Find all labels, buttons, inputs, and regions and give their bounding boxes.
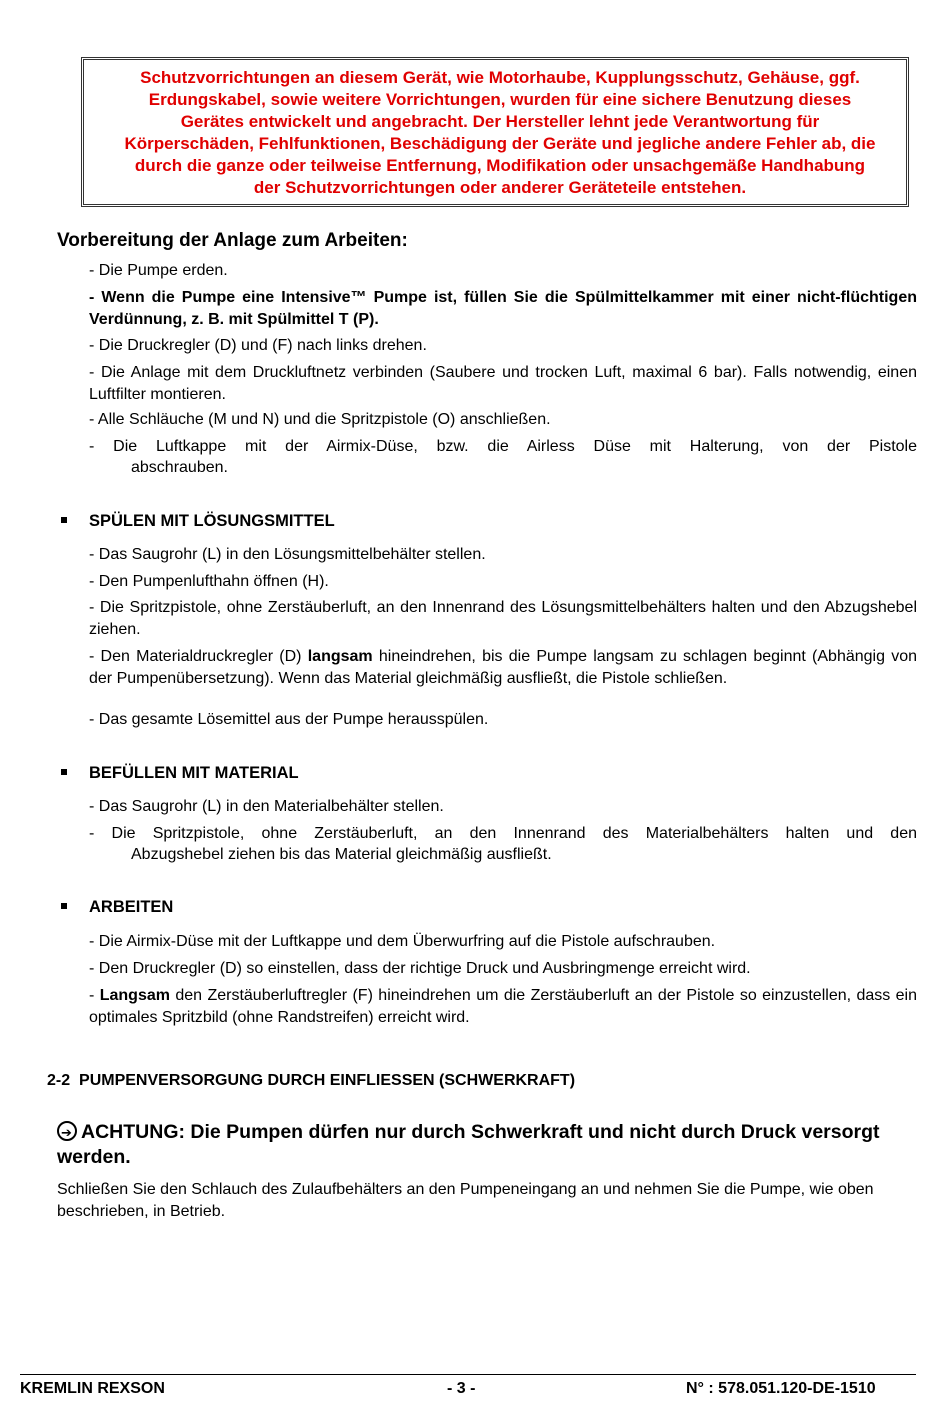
warning-line: Schutzvorrichtungen an diesem Gerät, wie Motorhaube, Kupplungsschutz, Gehäuse, ggf. [140,68,860,87]
footer-page-number: - 3 - [447,1380,476,1397]
section-title: PUMPENVERSORGUNG DURCH EINFLIESSEN (SCHWERKRAFT) [79,1072,576,1089]
footer-rule [20,1374,916,1375]
work-item: - Den Druckregler (D) so einstellen, dass der richtige Druck und Ausbringmenge erreicht wird. [89,960,751,977]
bullet-icon [61,769,67,775]
rinse-item-emphasis: langsam [307,648,373,665]
warning-line: Körperschäden, Fehlfunktionen, Beschädigung der Geräte und jegliche andere Fehler ab, die [124,134,876,153]
rinse-item-text: hineindrehen, bis die Pumpe langsam zu schlagen beginnt (Abhängig von der Pumpenübersetzung). Wenn das Material gleichmäßig ausfließt, die Pistole schließen. [89,648,918,687]
work-item: - Die Airmix-Düse mit der Luftkappe und dem Überwurfring auf die Pistole aufschrauben. [89,933,716,950]
warning-line: Erdungskabel, sowie weitere Vorrichtungen, wurden für eine sichere Benutzung dieses [148,90,852,109]
bullet-icon [61,903,67,909]
fill-item: - Die Spritzpistole, ohne Zerstäuberluft, an den Innenrand des Materialbehälters halten und den [89,825,917,842]
section-title-text: BEFÜLLEN MIT MATERIAL [89,764,299,782]
warning-line: Gerätes entwickelt und angebracht. Der Hersteller lehnt jede Verantwortung für [180,112,820,131]
rinse-item: - Das gesamte Lösemittel aus der Pumpe herausspülen. [89,711,489,728]
section-title-text: SPÜLEN MIT LÖSUNGSMITTEL [89,512,335,530]
prep-heading: Vorbereitung der Anlage zum Arbeiten: [57,230,408,251]
prep-item-cont: abschrauben. [131,459,228,476]
work-item-emphasis: Langsam [99,987,170,1004]
prep-item: - Die Luftkappe mit der Airmix-Düse, bzw. die Airless Düse mit Halterung, von der Pistole [89,438,917,455]
rinse-item [89,646,917,689]
prep-item: - Die Anlage mit dem Druckluftnetz verbinden (Saubere und trocken Luft, maximal 6 bar). Falls notwendig, einen Luftfilter montieren. [89,364,917,403]
bullet-icon [61,517,67,523]
rinse-item-text: - Den Materialdruckregler (D) [89,648,308,665]
arrow-circle-icon [57,1121,77,1141]
section-heading-2-2 [47,1072,575,1090]
prep-item: - Die Druckregler (D) und (F) nach links drehen. [89,337,427,354]
attention-text: ACHTUNG: Die Pumpen dürfen nur durch Schwerkraft und nicht durch Druck versorgt werden. [57,1121,880,1168]
footer-doc-number: N° : 578.051.120-DE-1510 [686,1380,876,1397]
prep-item-bold: - Wenn die Pumpe eine Intensive™ Pumpe ist, füllen Sie die Spülmittelkammer mit einer nicht-flüchtigen Verdünnung, z. B. mit Spülmittel T (P). [89,289,917,328]
section-number: 2-2 [47,1072,71,1089]
fill-item: - Das Saugrohr (L) in den Materialbehälter stellen. [89,798,444,815]
prep-item: - Alle Schläuche (M und N) und die Spritzpistole (O) anschließen. [89,411,551,428]
section-body: Schließen Sie den Schlauch des Zulaufbehälters an den Pumpeneingang an und nehmen Sie die Pumpe, wie oben beschrieben, in Betrieb. [57,1181,874,1220]
warning-line: durch die ganze oder teilweise Entfernung, Modifikation oder unsachgemäße Handhabung [134,156,866,175]
work-item [89,985,917,1028]
rinse-item: - Das Saugrohr (L) in den Lösungsmittelbehälter stellen. [89,546,486,563]
warning-line: der Schutzvorrichtungen oder anderer Geräteteile entstehen. [253,178,747,197]
work-item-text: - [89,987,100,1004]
fill-item-cont: Abzugshebel ziehen bis das Material gleichmäßig ausfließt. [131,846,552,863]
rinse-item: - Den Pumpenlufthahn öffnen (H). [89,573,329,590]
footer-company: KREMLIN REXSON [20,1380,165,1397]
prep-item: - Die Pumpe erden. [89,262,228,279]
attention-notice [57,1120,887,1170]
rinse-item: - Die Spritzpistole, ohne Zerstäuberluft, an den Innenrand des Lösungsmittelbehälters halten und den Abzugshebel ziehen. [89,599,917,638]
safety-warning-text [90,67,910,199]
work-item-text: den Zerstäuberluftregler (F) hineindrehen um die Zerstäuberluft an der Pistole so einzustellen, dass ein optimales Spritzbild (ohne Randstreifen) erreicht wird. [89,987,917,1026]
section-title-text: ARBEITEN [89,898,174,916]
